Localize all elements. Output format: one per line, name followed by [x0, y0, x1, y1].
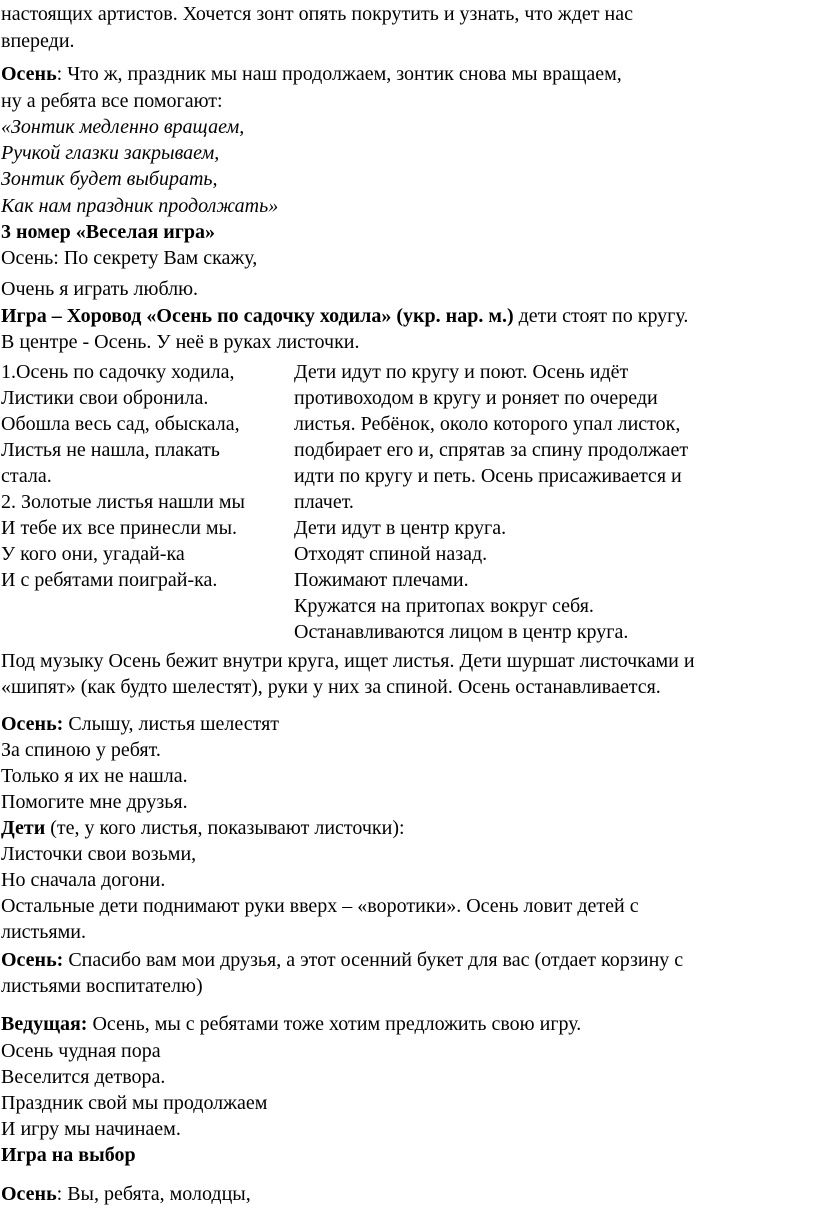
replica-text: : Вы, ребята, молодцы, [56, 1183, 251, 1205]
game-title: Игра – Хоровод «Осень по садочку ходила» (укр. нар. м.) [1, 305, 514, 327]
osen-replica-2-line-2: Очень я играть люблю. [1, 278, 199, 300]
action-line: Дети идут по кругу и поют. Осень идёт [294, 361, 629, 383]
intro-line-1: настоящих артистов. Хочется зонт опять покрутить и узнать, что ждет нас [1, 3, 633, 25]
action-line: идти по кругу и петь. Осень присаживается и [294, 465, 682, 487]
speaker-osen: Осень [1, 63, 57, 85]
replica-text: : Что ж, праздник мы наш продолжаем, зонтик снова мы вращаем, [56, 63, 622, 85]
speaker-veduschaya: Ведущая: [1, 1013, 88, 1035]
osen-replica-2: Осень: По секрету Вам скажу, [1, 247, 258, 269]
replica-line: За спиною у ребят. [1, 739, 161, 761]
osen-replica-1-line-2: ну а ребята все помогают: [1, 90, 223, 112]
osen-replica-4 [1, 947, 683, 973]
action-line: Дети идут в центр круга. [294, 517, 507, 539]
osen-replica-5 [1, 1181, 251, 1207]
replica-text: Спасибо вам мои друзья, а этот осенний букет для вас (отдает корзину с [63, 949, 684, 971]
veduschaya-replica [1, 1011, 581, 1037]
replica-text: Осень, мы с ребятами тоже хотим предложить свою игру. [87, 1013, 582, 1035]
rest-paragraph-line: Остальные дети поднимают руки вверх – «воротики». Осень ловит детей с [1, 895, 639, 917]
action-line: Останавливаются лицом в центр круга. [294, 621, 629, 643]
replica-text: Слышу, листья шелестят [63, 713, 280, 735]
song-line: Листья не нашла, плакать [1, 439, 220, 461]
replica-line: Листочки свои возьми, [1, 843, 197, 865]
replica-line: И игру мы начинаем. [1, 1118, 181, 1140]
music-paragraph-line: «шипят» (как будто шелестят), руки у них за спиной. Осень останавливается. [1, 676, 661, 698]
verse-line: Ручкой глазки закрываем, [1, 142, 220, 164]
speaker-osen: Осень: [1, 713, 64, 735]
replica-line: Веселится детвора. [1, 1066, 166, 1088]
osen-replica-1 [1, 61, 622, 87]
song-line: Обошла весь сад, обыскала, [1, 413, 240, 435]
action-line: Кружатся на притопах вокруг себя. [294, 595, 594, 617]
action-line: плачет. [294, 491, 354, 513]
rest-paragraph-line: листьями. [1, 921, 86, 943]
game-note: дети стоят по кругу. [513, 305, 689, 327]
song-line: 1.Осень по садочку ходила, [1, 361, 235, 383]
deti-replica [1, 815, 405, 841]
song-line: И с ребятами поиграй-ка. [1, 569, 218, 591]
replica-line: Но сначала догони. [1, 869, 166, 891]
song-line: У кого они, угадай-ка [1, 543, 185, 565]
replica-line: Осень чудная пора [1, 1040, 161, 1062]
osen-replica-3 [1, 711, 279, 737]
action-line: листья. Ребёнок, около которого упал листок, [294, 413, 681, 435]
section-heading: 3 номер «Веселая игра» [1, 221, 215, 243]
song-line: И тебе их все принесли мы. [1, 517, 238, 539]
action-line: Отходят спиной назад. [294, 543, 488, 565]
song-line: 2. Золотые листья нашли мы [1, 491, 245, 513]
replica-line: Праздник свой мы продолжаем [1, 1092, 268, 1114]
speaker-osen: Осень [1, 1183, 57, 1205]
replica-line: листьями воспитателю) [1, 975, 203, 997]
music-paragraph-line: Под музыку Осень бежит внутри круга, ищет листья. Дети шуршат листочками и [1, 650, 695, 672]
verse-line: Как нам праздник продолжать» [1, 195, 279, 217]
action-line: Пожимают плечами. [294, 569, 469, 591]
speaker-osen: Осень: [1, 949, 64, 971]
speaker-deti: Дети [1, 817, 46, 839]
verse-line: «Зонтик медленно вращаем, [1, 116, 245, 138]
song-line: стала. [1, 465, 52, 487]
song-line: Листики свои обронила. [1, 387, 209, 409]
intro-line-2: впереди. [1, 30, 75, 52]
replica-text: (те, у кого листья, показывают листочки): [45, 817, 405, 839]
action-line: противоходом в кругу и роняет по очереди [294, 387, 658, 409]
replica-line: Помогите мне друзья. [1, 791, 188, 813]
game-note-line-2: В центре - Осень. У неё в руках листочки. [1, 331, 360, 353]
verse-line: Зонтик будет выбирать, [1, 168, 218, 190]
action-line: подбирает его и, спрятав за спину продолжает [294, 439, 689, 461]
game-2-heading: Игра на выбор [1, 1144, 136, 1166]
replica-line: Только я их не нашла. [1, 765, 188, 787]
game-title-line [1, 303, 688, 329]
